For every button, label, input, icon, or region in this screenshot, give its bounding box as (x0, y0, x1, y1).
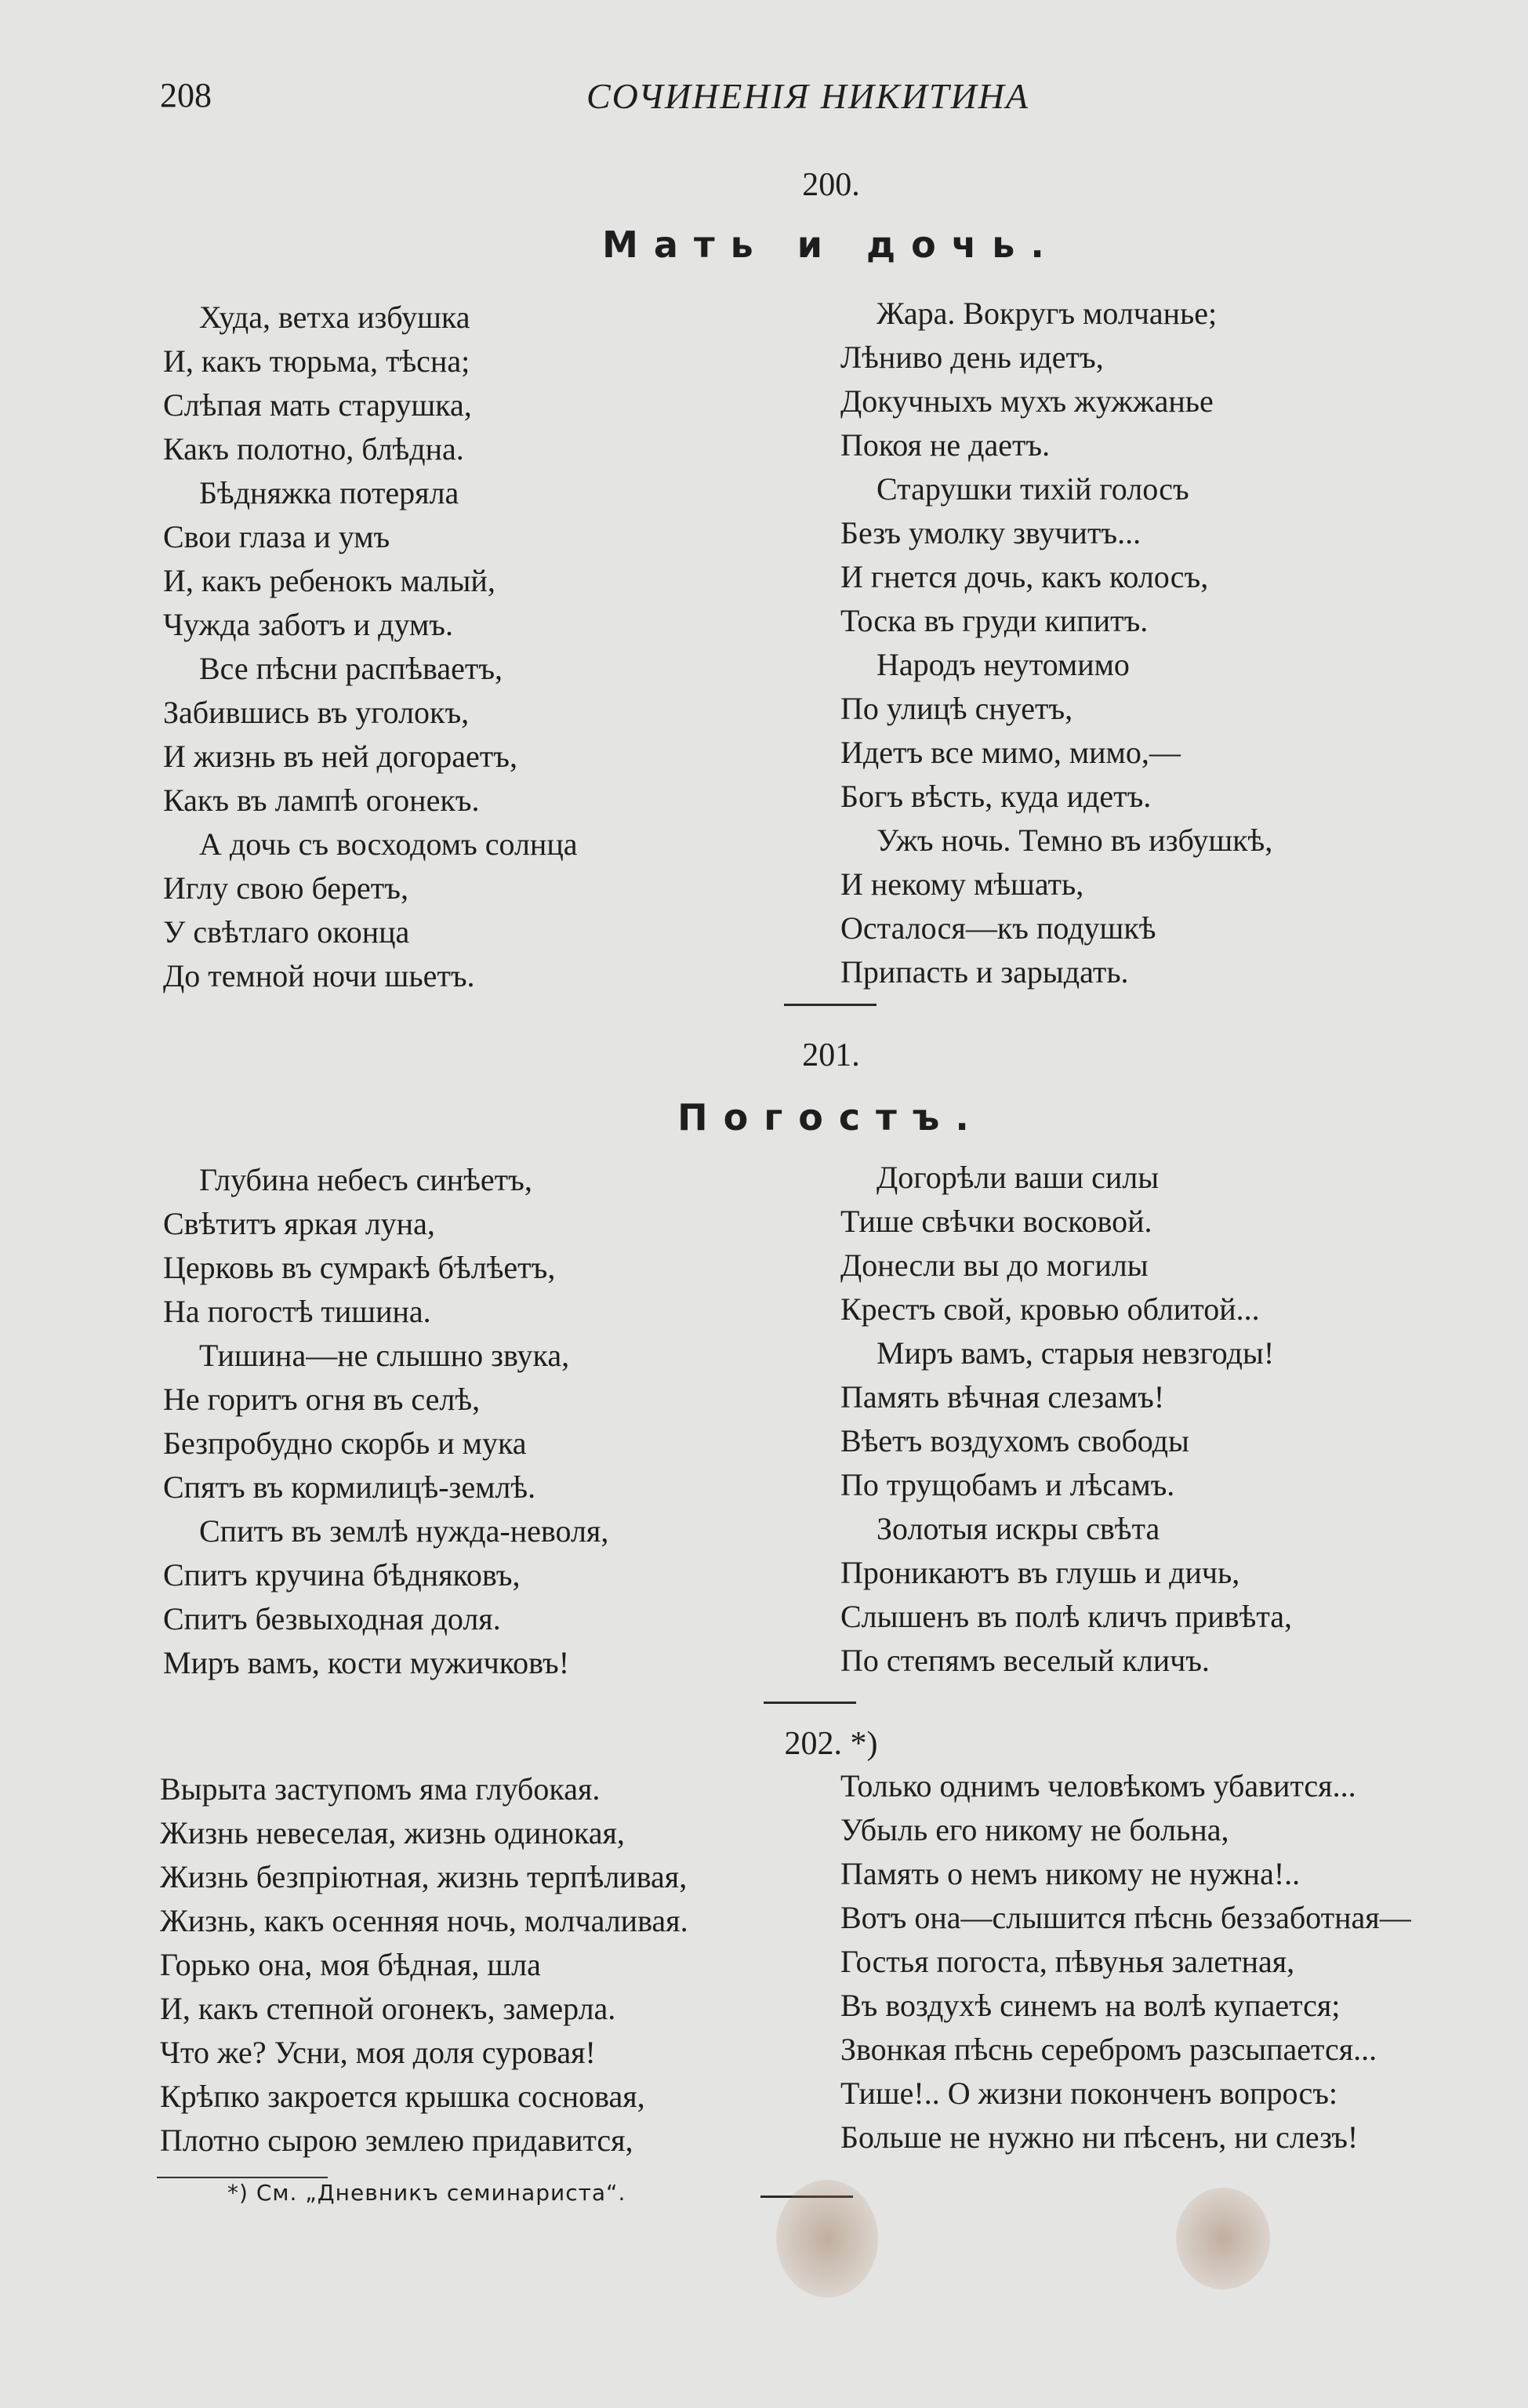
verse-line: Слѣпая мать старушка, (163, 387, 472, 423)
verse-line: И некому мѣшать, (840, 866, 1084, 902)
verse-line: Покоя не даетъ. (840, 427, 1051, 463)
section-separator (764, 1702, 856, 1704)
verse-line: Докучныхъ мухъ жужжанье (840, 383, 1214, 419)
verse-line: Спитъ въ землѣ нужда-неволя, (199, 1513, 609, 1549)
verse-line: Безъ умолку звучитъ... (840, 515, 1141, 550)
verse-line: Чужда заботъ и думъ. (163, 607, 453, 642)
verse-line: Бѣдняжка потеряла (199, 475, 459, 510)
verse-line: Жизнь невеселая, жизнь одинокая, (160, 1815, 625, 1850)
poem-200-right-column (840, 292, 1272, 994)
verse-line: Худа, ветха избушка (199, 300, 470, 335)
page-number: 208 (160, 76, 212, 114)
verse-line: По улицѣ снуетъ, (840, 691, 1073, 726)
verse-line: Крестъ свой, кровью облитой... (840, 1291, 1260, 1327)
verse-line: Осталося—къ подушкѣ (840, 910, 1156, 946)
verse-line: Забившись въ уголокъ, (163, 695, 470, 730)
verse-line: Что же? Усни, моя доля суровая! (160, 2035, 596, 2070)
verse-line: Память вѣчная слезамъ! (840, 1379, 1165, 1415)
verse-line: Проникаютъ въ глушь и дичь, (840, 1555, 1240, 1590)
footnote-rule (157, 2177, 328, 2178)
verse-line: Лѣниво день идетъ, (840, 340, 1104, 375)
paper-stain (1176, 2188, 1270, 2290)
verse-line: Тише свѣчки восковой. (840, 1204, 1152, 1239)
verse-line: Убыль его никому не больна, (840, 1812, 1229, 1847)
verse-line: Какъ полотно, блѣдна. (163, 431, 464, 467)
verse-line: Жизнь, какъ осенняя ночь, молчаливая. (160, 1903, 688, 1938)
verse-line: По трущобамъ и лѣсамъ. (840, 1467, 1175, 1502)
verse-line: Ужъ ночь. Темно въ избушкѣ, (877, 823, 1273, 858)
poem-title-pogost: Погостъ. (677, 1096, 985, 1139)
verse-line: Миръ вамъ, старыя невзгоды! (877, 1335, 1275, 1371)
verse-line: У свѣтлаго оконца (163, 914, 410, 950)
verse-line: Жара. Вокругъ молчанье; (877, 296, 1218, 331)
poem-number-202: 202. *) (784, 1726, 878, 1762)
poem-number-200: 200. (802, 167, 860, 203)
poem-201-right-column (840, 1156, 1292, 1683)
poem-201-left-column (163, 1158, 608, 1685)
verse-line: Золотыя искры свѣта (877, 1511, 1160, 1546)
verse-line: И гнется дочь, какъ колосъ, (840, 559, 1209, 594)
verse-line: До темной ночи шьетъ. (163, 958, 475, 993)
verse-line: Догорѣли ваши силы (877, 1160, 1160, 1195)
verse-line: Жизнь безпріютная, жизнь терпѣливая, (160, 1859, 688, 1894)
verse-line: Донесли вы до могилы (840, 1248, 1149, 1283)
verse-line: Церковь въ сумракѣ бѣлѣетъ, (163, 1250, 556, 1285)
verse-line: Вѣетъ воздухомъ свободы (840, 1423, 1189, 1458)
verse-line: Тише!.. О жизни поконченъ вопросъ: (840, 2076, 1338, 2111)
verse-line: Спитъ безвыходная доля. (163, 1601, 501, 1636)
poem-title-mat-i-doch: Мать и дочь. (602, 223, 1060, 266)
verse-line: Какъ въ лампѣ огонекъ. (163, 783, 480, 818)
verse-line: Только однимъ человѣкомъ убавится... (840, 1768, 1356, 1803)
verse-line: Безпробудно скорбь и мука (163, 1426, 527, 1461)
verse-line: Память о немъ никому не нужна!.. (840, 1856, 1301, 1891)
verse-line: Миръ вамъ, кости мужичковъ! (163, 1645, 570, 1680)
verse-line: Все пѣсни распѣваетъ, (199, 651, 503, 686)
verse-line: Крѣпко закроется крышка сосновая, (160, 2079, 645, 2114)
running-title: СОЧИНЕНІЯ НИКИТИНА (586, 76, 1029, 116)
verse-line: Вотъ она—слышится пѣснь беззаботная— (840, 1900, 1411, 1935)
verse-line: А дочь съ восходомъ солнца (199, 826, 578, 862)
verse-line: И жизнь въ ней догораетъ, (163, 739, 517, 774)
verse-line: Больше не нужно ни пѣсенъ, ни слезъ! (840, 2119, 1359, 2155)
verse-line: Идетъ все мимо, мимо,— (840, 735, 1181, 770)
section-separator (784, 1004, 877, 1006)
verse-line: Богъ вѣсть, куда идетъ. (840, 779, 1152, 814)
verse-line: Иглу свою беретъ, (163, 870, 408, 906)
verse-line: Народъ неутомимо (877, 647, 1130, 682)
verse-line: Не горитъ огня въ селѣ, (163, 1382, 481, 1417)
verse-line: Припасть и зарыдать. (840, 954, 1129, 990)
poem-202-left-column (160, 1767, 688, 2163)
verse-line: Спитъ кручина бѣдняковъ, (163, 1557, 521, 1593)
verse-line: И, какъ тюрьма, тѣсна; (163, 343, 470, 379)
verse-line: Звонкая пѣснь серебромъ разсыпается... (840, 2032, 1377, 2067)
poem-202-right-column (840, 1764, 1411, 2159)
verse-line: Тишина—не слышно звука, (199, 1338, 570, 1373)
verse-line: И, какъ ребенокъ малый, (163, 563, 495, 598)
verse-line: Въ воздухѣ синемъ на волѣ купается; (840, 1988, 1341, 2023)
poem-200-left-column (163, 296, 578, 998)
verse-line: Старушки тихій голосъ (877, 471, 1189, 507)
verse-line: На погостѣ тишина. (163, 1294, 431, 1329)
verse-line: Горько она, моя бѣдная, шла (160, 1947, 541, 1982)
paper-stain (776, 2180, 878, 2297)
verse-line: Гостья погоста, пѣвунья залетная, (840, 1944, 1295, 1979)
verse-line: По степямъ веселый кличъ. (840, 1643, 1210, 1678)
verse-line: Плотно сырою землею придавится, (160, 2123, 633, 2158)
verse-line: Вырыта заступомъ яма глубокая. (160, 1771, 601, 1807)
verse-line: И, какъ степной огонекъ, замерла. (160, 1991, 616, 2026)
verse-line: Спятъ въ кормилицѣ-землѣ. (163, 1469, 536, 1505)
verse-line: Свои глаза и умъ (163, 519, 390, 554)
poem-number-201: 201. (802, 1037, 860, 1073)
verse-line: Слышенъ въ полѣ кличъ привѣта, (840, 1599, 1293, 1634)
verse-line: Глубина небесъ синѣетъ, (199, 1162, 532, 1197)
verse-line: Тоска въ груди кипитъ. (840, 603, 1149, 638)
footnote: *) См. „Дневникъ семинариста“. (227, 2180, 626, 2206)
verse-line: Свѣтитъ яркая луна, (163, 1206, 435, 1241)
